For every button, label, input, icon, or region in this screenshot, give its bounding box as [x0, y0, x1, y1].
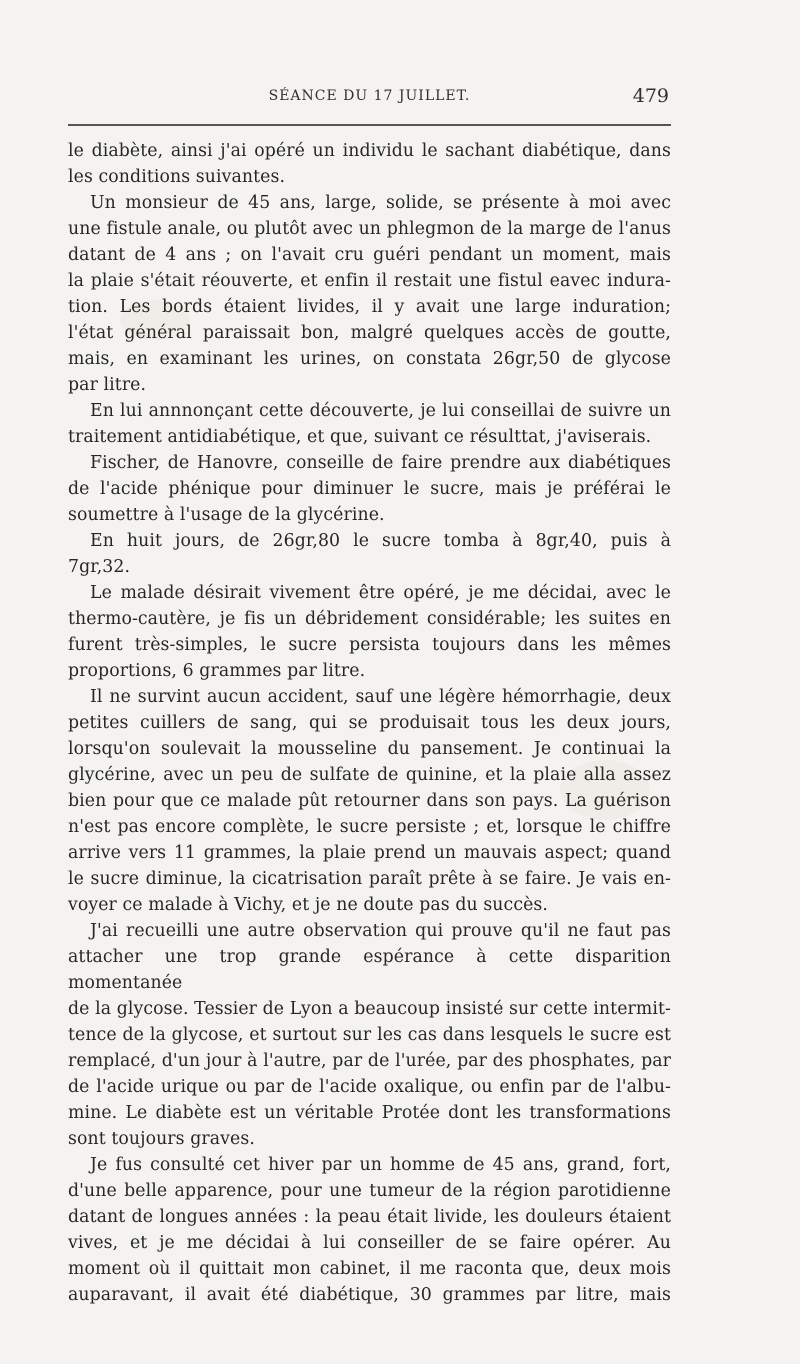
text-line: mais, en examinant les urines, on constata 26gr,50 de glycose [68, 349, 671, 369]
text-line: petites cuillers de sang, qui se produisait tous les deux jours, [68, 713, 671, 733]
text-line: auparavant, il avait été diabétique, 30 grammes par litre, mais [68, 1285, 671, 1305]
text-line: Le malade désirait vivement être opéré, je me décidai, avec le [90, 583, 671, 603]
text-line: bien pour que ce malade pût retourner dans son pays. La guérison [68, 791, 671, 811]
text-line: n'est pas encore complète, le sucre persiste ; et, lorsque le chiffre [68, 817, 671, 837]
text-line: lorsqu'on soulevait la mousseline du pansement. Je continuai la [68, 739, 671, 759]
text-line: par litre. [68, 375, 147, 395]
text-line: datant de 4 ans ; on l'avait cru guéri pendant un moment, mais [68, 245, 671, 265]
text-line: moment où il quittait mon cabinet, il me raconta que, deux mois [68, 1259, 671, 1279]
text-line: traitement antidiabétique, et que, suivant ce résulttat, j'aviserais. [68, 427, 652, 447]
text-line: thermo-cautère, je fis un débridement considérable; les suites en [68, 609, 671, 629]
text-line: Fischer, de Hanovre, conseille de faire prendre aux diabétiques [90, 453, 671, 473]
text-line: sont toujours graves. [68, 1129, 255, 1149]
text-line: En lui annnonçant cette découverte, je lui conseillai de suivre un [90, 401, 671, 421]
text-line: voyer ce malade à Vichy, et je ne doute pas du succès. [68, 895, 548, 915]
text-line: le sucre diminue, la cicatrisation paraît prête à se faire. Je vais en- [68, 869, 671, 889]
text-line: de l'acide urique ou par de l'acide oxalique, ou enfin par de l'albu- [68, 1077, 671, 1097]
page-number: 479 [632, 85, 669, 107]
text-line: furent très-simples, le sucre persista toujours dans les mêmes [68, 635, 671, 655]
text-line: de l'acide phénique pour diminuer le sucre, mais je préférai le [68, 479, 671, 499]
text-line: le diabète, ainsi j'ai opéré un individu le sachant diabétique, dans [68, 141, 671, 161]
running-head [68, 85, 671, 114]
text-line: Il ne survint aucun accident, sauf une légère hémorrhagie, deux [90, 687, 671, 707]
text-line: la plaie s'était réouverte, et enfin il restait une fistul eavec indura- [68, 271, 671, 291]
text-line: Un monsieur de 45 ans, large, solide, se présente à moi avec [90, 193, 671, 213]
text-line: remplacé, d'un jour à l'autre, par de l'urée, par des phosphates, par [68, 1051, 671, 1071]
text-line: d'une belle apparence, pour une tumeur de la région parotidienne [68, 1181, 671, 1201]
text-line: vives, et je me décidai à lui conseiller de se faire opérer. Au [68, 1233, 671, 1253]
text-line: Je fus consulté cet hiver par un homme de 45 ans, grand, fort, [90, 1155, 671, 1175]
text-line: les conditions suivantes. [68, 167, 286, 187]
text-line: l'état général paraissait bon, malgré quelques accès de goutte, [68, 323, 671, 343]
header-rule [68, 124, 671, 126]
text-line: mine. Le diabète est un véritable Protée dont les transformations [68, 1103, 671, 1123]
text-line: attacher une trop grande espérance à cette disparition momentanée [68, 947, 671, 993]
text-line: arrive vers 11 grammes, la plaie prend un mauvais aspect; quand [68, 843, 671, 863]
text-line: En huit jours, de 26gr,80 le sucre tomba à 8gr,40, puis à [90, 531, 671, 551]
text-line: soumettre à l'usage de la glycérine. [68, 505, 385, 525]
text-line: proportions, 6 grammes par litre. [68, 661, 366, 681]
text-line: glycérine, avec un peu de sulfate de quinine, et la plaie alla assez [68, 765, 671, 785]
text-line: datant de longues années : la peau était livide, les douleurs étaient [68, 1207, 671, 1227]
text-line: tence de la glycose, et surtout sur les cas dans lesquels le sucre est [68, 1025, 671, 1045]
text-line: 7gr,32. [68, 557, 131, 577]
running-title: SÉANCE DU 17 JUILLET. [268, 88, 471, 104]
body-text [68, 138, 671, 1308]
text-line: de la glycose. Tessier de Lyon a beaucoup insisté sur cette intermit- [68, 999, 671, 1019]
text-line: une fistule anale, ou plutôt avec un phlegmon de la marge de l'anus [68, 219, 671, 239]
text-line: tion. Les bords étaient livides, il y avait une large induration; [68, 297, 671, 317]
text-line: J'ai recueilli une autre observation qui prouve qu'il ne faut pas [90, 921, 671, 941]
